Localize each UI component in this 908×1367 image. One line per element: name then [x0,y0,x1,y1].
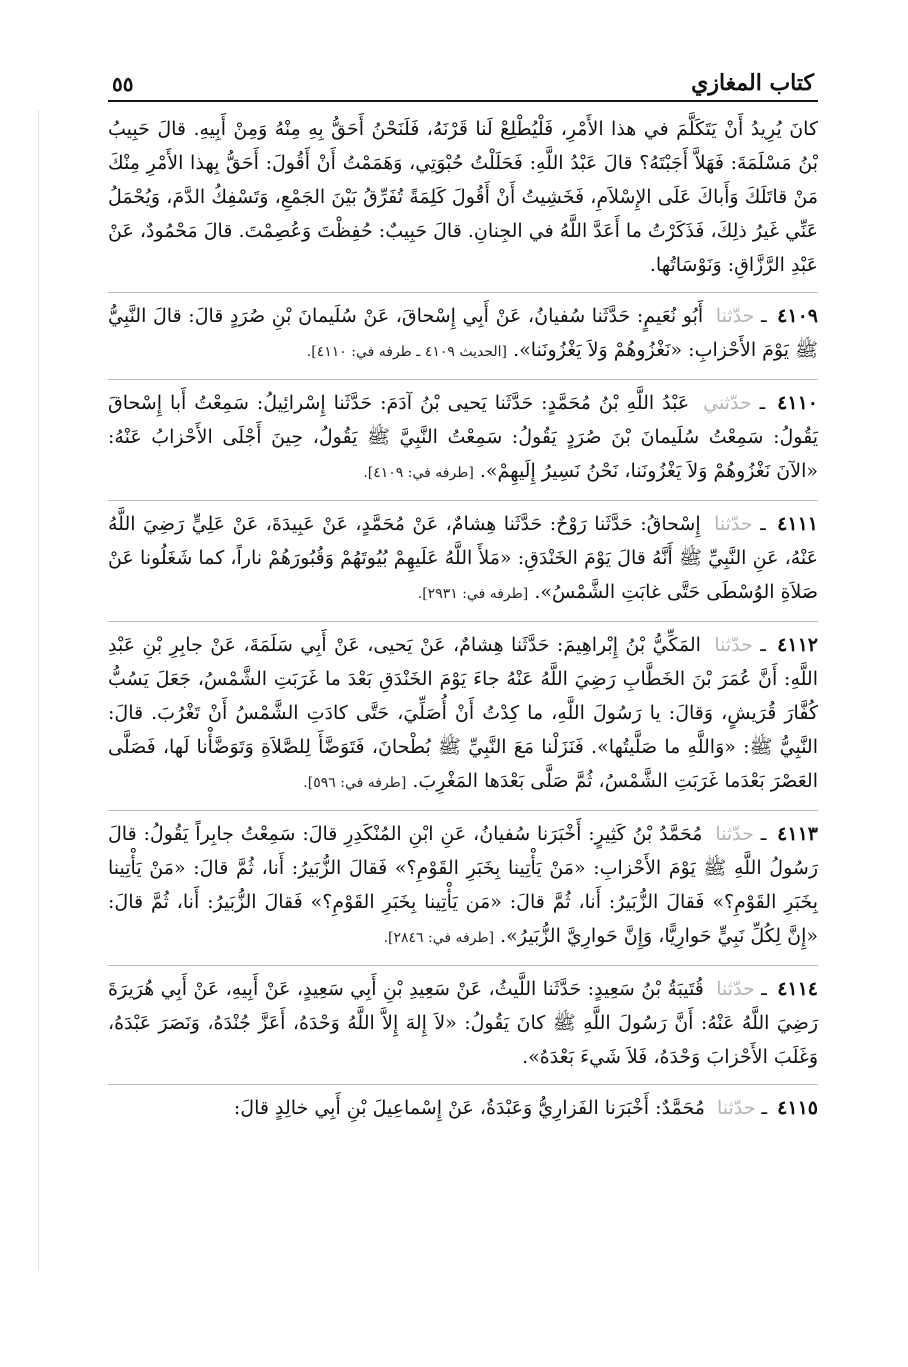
hadith-4109 [108,292,818,369]
dash: ـ [761,1097,768,1119]
hadith-number: ٤١١٢ [777,634,818,656]
narration-verb: حدّثنا [716,978,755,1000]
hadith-4115 [108,1084,818,1125]
hadith-number: ٤١١٠ [777,392,818,414]
hadith-number: ٤١١٤ [777,978,819,1000]
hadith-number: ٤١١١ [777,513,818,535]
margin-rule [38,110,39,1270]
dash: ـ [760,305,767,327]
cross-reference: [طرفه في: ٥٩٦]. [303,775,407,791]
dash: ـ [760,634,766,656]
hadith-4111 [108,500,818,611]
hadith-text: قُتَيبَةُ بْنُ سَعِيدٍ: حَدَّثَنا اللَّيثُ، عَنْ سَعِيدِ بْنِ أَبِي سَعِيدٍ، عَنْ أَبِيهِ، عَنْ أَبِي هُرَيرَةَ رَضِيَ اللَّهُ عَنْهُ: أَنَّ رَسُولَ اللَّهِ ﷺ كانَ يَقُولُ: «لاَ إِلهَ إِلاَّ اللَّهُ وَحْدَهُ، أَعَزَّ جُنْدَهُ، وَنَصَرَ عَبْدَهُ، وَغَلَبَ الأَحْزابَ وَحْدَهُ، فَلاَ شَيءَ بَعْدَهُ». [108,978,818,1068]
narration-verb: حدّثنا [716,1097,756,1119]
hadith-4113 [108,810,818,955]
dash: ـ [760,513,766,535]
book-page [108,58,818,1135]
running-title: كتاب المغازي [691,70,814,96]
dash: ـ [759,392,766,414]
narration-verb: حدّثني [703,392,752,414]
hadith-4112 [108,621,818,800]
hadith-text: عَبْدُ اللَّهِ بْنُ مُحَمَّدٍ: حَدَّثَنا يَحيى بْنُ آدَمَ: حَدَّثَنا إِسْرائِيلُ: سَمِعْتُ أَبا إِسْحاقَ يَقُولُ: سَمِعْتُ سُلَيمانَ بْنَ صُرَدٍ يَقُولُ: سَمِعْتُ النَّبِيَّ ﷺ يَقُولُ، حِينَ أَجْلَى الأَحْزابُ عَنْهُ: «الآنَ نَغْزُوهُمْ وَلاَ يَغْزُونَنا، نَحْنُ نَسِيرُ إِلَيهِمْ». [108,392,818,482]
hadith-4114 [108,965,818,1074]
narration-verb: حدّثنا [715,305,755,327]
cross-reference: [الحديث ٤١٠٩ ـ طرفه في: ٤١١٠]. [306,344,508,360]
narration-verb: حدّثنا [714,513,753,535]
cross-reference: [طرفه في: ٤١٠٩]. [363,465,474,481]
hadith-text: إِسْحاقُ: حَدَّثَنا رَوْحٌ: حَدَّثَنا هِشامٌ، عَنْ مُحَمَّدٍ، عَنْ عَبِيدَةَ، عَنْ عَلِيٍّ رَضِيَ اللَّهُ عَنْهُ، عَنِ النَّبِيِّ ﷺ أَنَّهُ قالَ يَوْمَ الخَنْدَقِ: «مَلأَ اللَّهُ عَلَيهِمْ بُيُوتَهُمْ وَقُبُورَهُمْ ناراً، كما شَغَلُونا عَنْ صَلاَةِ الوُسْطَى حَتَّى غابَتِ الشَّمْسُ». [108,513,818,603]
hadith-number: ٤١٠٩ [777,305,818,327]
dash: ـ [760,823,767,845]
dash: ـ [761,978,767,1000]
paragraph-text: كانَ يُرِيدُ أَنْ يَتَكَلَّمَ في هذا الأَمْرِ، فَلْيُطْلِعْ لَنا قَرْنَهُ، فَلَنَحْنُ أَحَقُّ بِهِ مِنْهُ وَمِنْ أَبِيهِ. قالَ حَبِيبُ بْنُ مَسْلَمَةَ: فَهَلاَّ أَجَبْتَهُ؟ قالَ عَبْدُ اللَّهِ: فَحَلَلْتُ حُبْوَتِي، وَهَمَمْتُ أَنْ أَقُولَ: أَحَقُّ بِهذا الأَمْرِ مِنْكَ مَنْ قاتَلَكَ وَأَباكَ عَلَى الإِسْلاَمِ، فَخَشِيتُ أَنْ أَقُولَ كَلِمَةً تُفَرِّقُ بَيْنَ الجَمْعِ، وَتَسْفِكُ الدَّمَ، وَيُحْمَلُ عَنِّي غَيرُ ذلِكَ، فَذَكَرْتُ ما أَعَدَّ اللَّهُ في الجِنانِ. قالَ حَبِيبٌ: حُفِظْتَ وَعُصِمْتَ. قالَ مَحْمُودٌ، عَنْ عَبْدِ الرَّزَّاقِ: وَنَوْسَاتُها. [108,118,818,276]
cross-reference: [طرفه في: ٢٩٣١]. [417,586,529,602]
hadith-4110 [108,379,818,490]
page-header [108,58,818,102]
page-number: ٥٥ [112,72,134,96]
narration-verb: حدّثنا [714,634,753,656]
hadith-text: المَكِّيُّ بْنُ إِبْراهِيمَ: حَدَّثَنا هِشامٌ، عَنْ يَحيى، عَنْ أَبِي سَلَمَةَ، عَنْ جابِرِ بْنِ عَبْدِ اللَّهِ: أَنَّ عُمَرَ بْنَ الخَطَّابِ رَضِيَ اللَّهُ عَنْهُ جاءَ يَوْمَ الخَنْدَقِ بَعْدَ ما غَرَبَتِ الشَّمْسُ، جَعَلَ يَسُبُّ كُفَّارَ قُرَيشٍ، وَقالَ: يا رَسُولَ اللَّهِ، ما كِدْتُ أَنْ أُصَلِّيَ، حَتَّى كادَتِ الشَّمْسُ أَنْ تَغْرُبَ. قالَ: النَّبِيُّ ﷺ: «وَاللَّهِ ما صَلَّيتُها». فَنَزَلْنا مَعَ النَّبِيِّ ﷺ بُطْحانَ، فَتَوَضَّأَ لِلصَّلاَةِ وَتَوَضَّأْنا لَها، فَصَلَّى العَصْرَ بَعْدَما غَرَبَتِ الشَّمْسُ، ثُمَّ صَلَّى بَعْدَها المَغْرِبَ. [108,634,818,792]
hadith-number: ٤١١٣ [777,823,818,845]
hadith-text: مُحَمَّدُ بْنُ كَثِيرٍ: أَخْبَرَنا سُفيانُ، عَنِ ابْنِ المُنْكَدِرِ قالَ: سَمِعْتُ جابِراً يَقُولُ: قالَ رَسُولُ اللَّهِ ﷺ يَوْمَ الأَحْزابِ: «مَنْ يَأْتِينا بِخَبَرِ القَوْمِ؟» فَقالَ الزُّبَيرُ: أَنا، ثُمَّ قالَ: «مَنْ يَأْتِينا بِخَبَرِ القَوْمِ؟» فَقالَ الزُّبَيرُ: أَنا، ثُمَّ قالَ: «مَن يَأْتِينا بِخَبَرِ القَوْمِ؟» فَقالَ الزُّبَيرُ: أَنا، ثُمَّ قالَ: «إِنَّ لِكُلِّ نَبِيٍّ حَوارِيًّا، وَإِنَّ حَوارِيَّ الزُّبَيرُ». [108,823,818,947]
hadith-text: أَبُو نُعَيمٍ: حَدَّثَنا سُفيانُ، عَنْ أَبِي إِسْحاقَ، عَنْ سُلَيمانَ بْنِ صُرَدٍ قالَ: قالَ النَّبِيُّ ﷺ يَوْمَ الأَحْزابِ: «نَغْزُوهُمْ وَلاَ يَغْزُونَنا». [108,305,818,361]
hadith-text: مُحَمَّدٌ: أَخْبَرَنا الفَزارِيُّ وَعَبْدَةُ، عَنْ إِسْماعِيلَ بْنِ أَبِي خالِدٍ قالَ: [233,1097,705,1119]
cross-reference: [طرفه في: ٢٨٤٦]. [383,930,495,946]
continuation-paragraph [108,112,818,282]
page-body [108,102,818,1125]
narration-verb: حدّثنا [715,823,754,845]
hadith-number: ٤١١٥ [777,1097,818,1119]
